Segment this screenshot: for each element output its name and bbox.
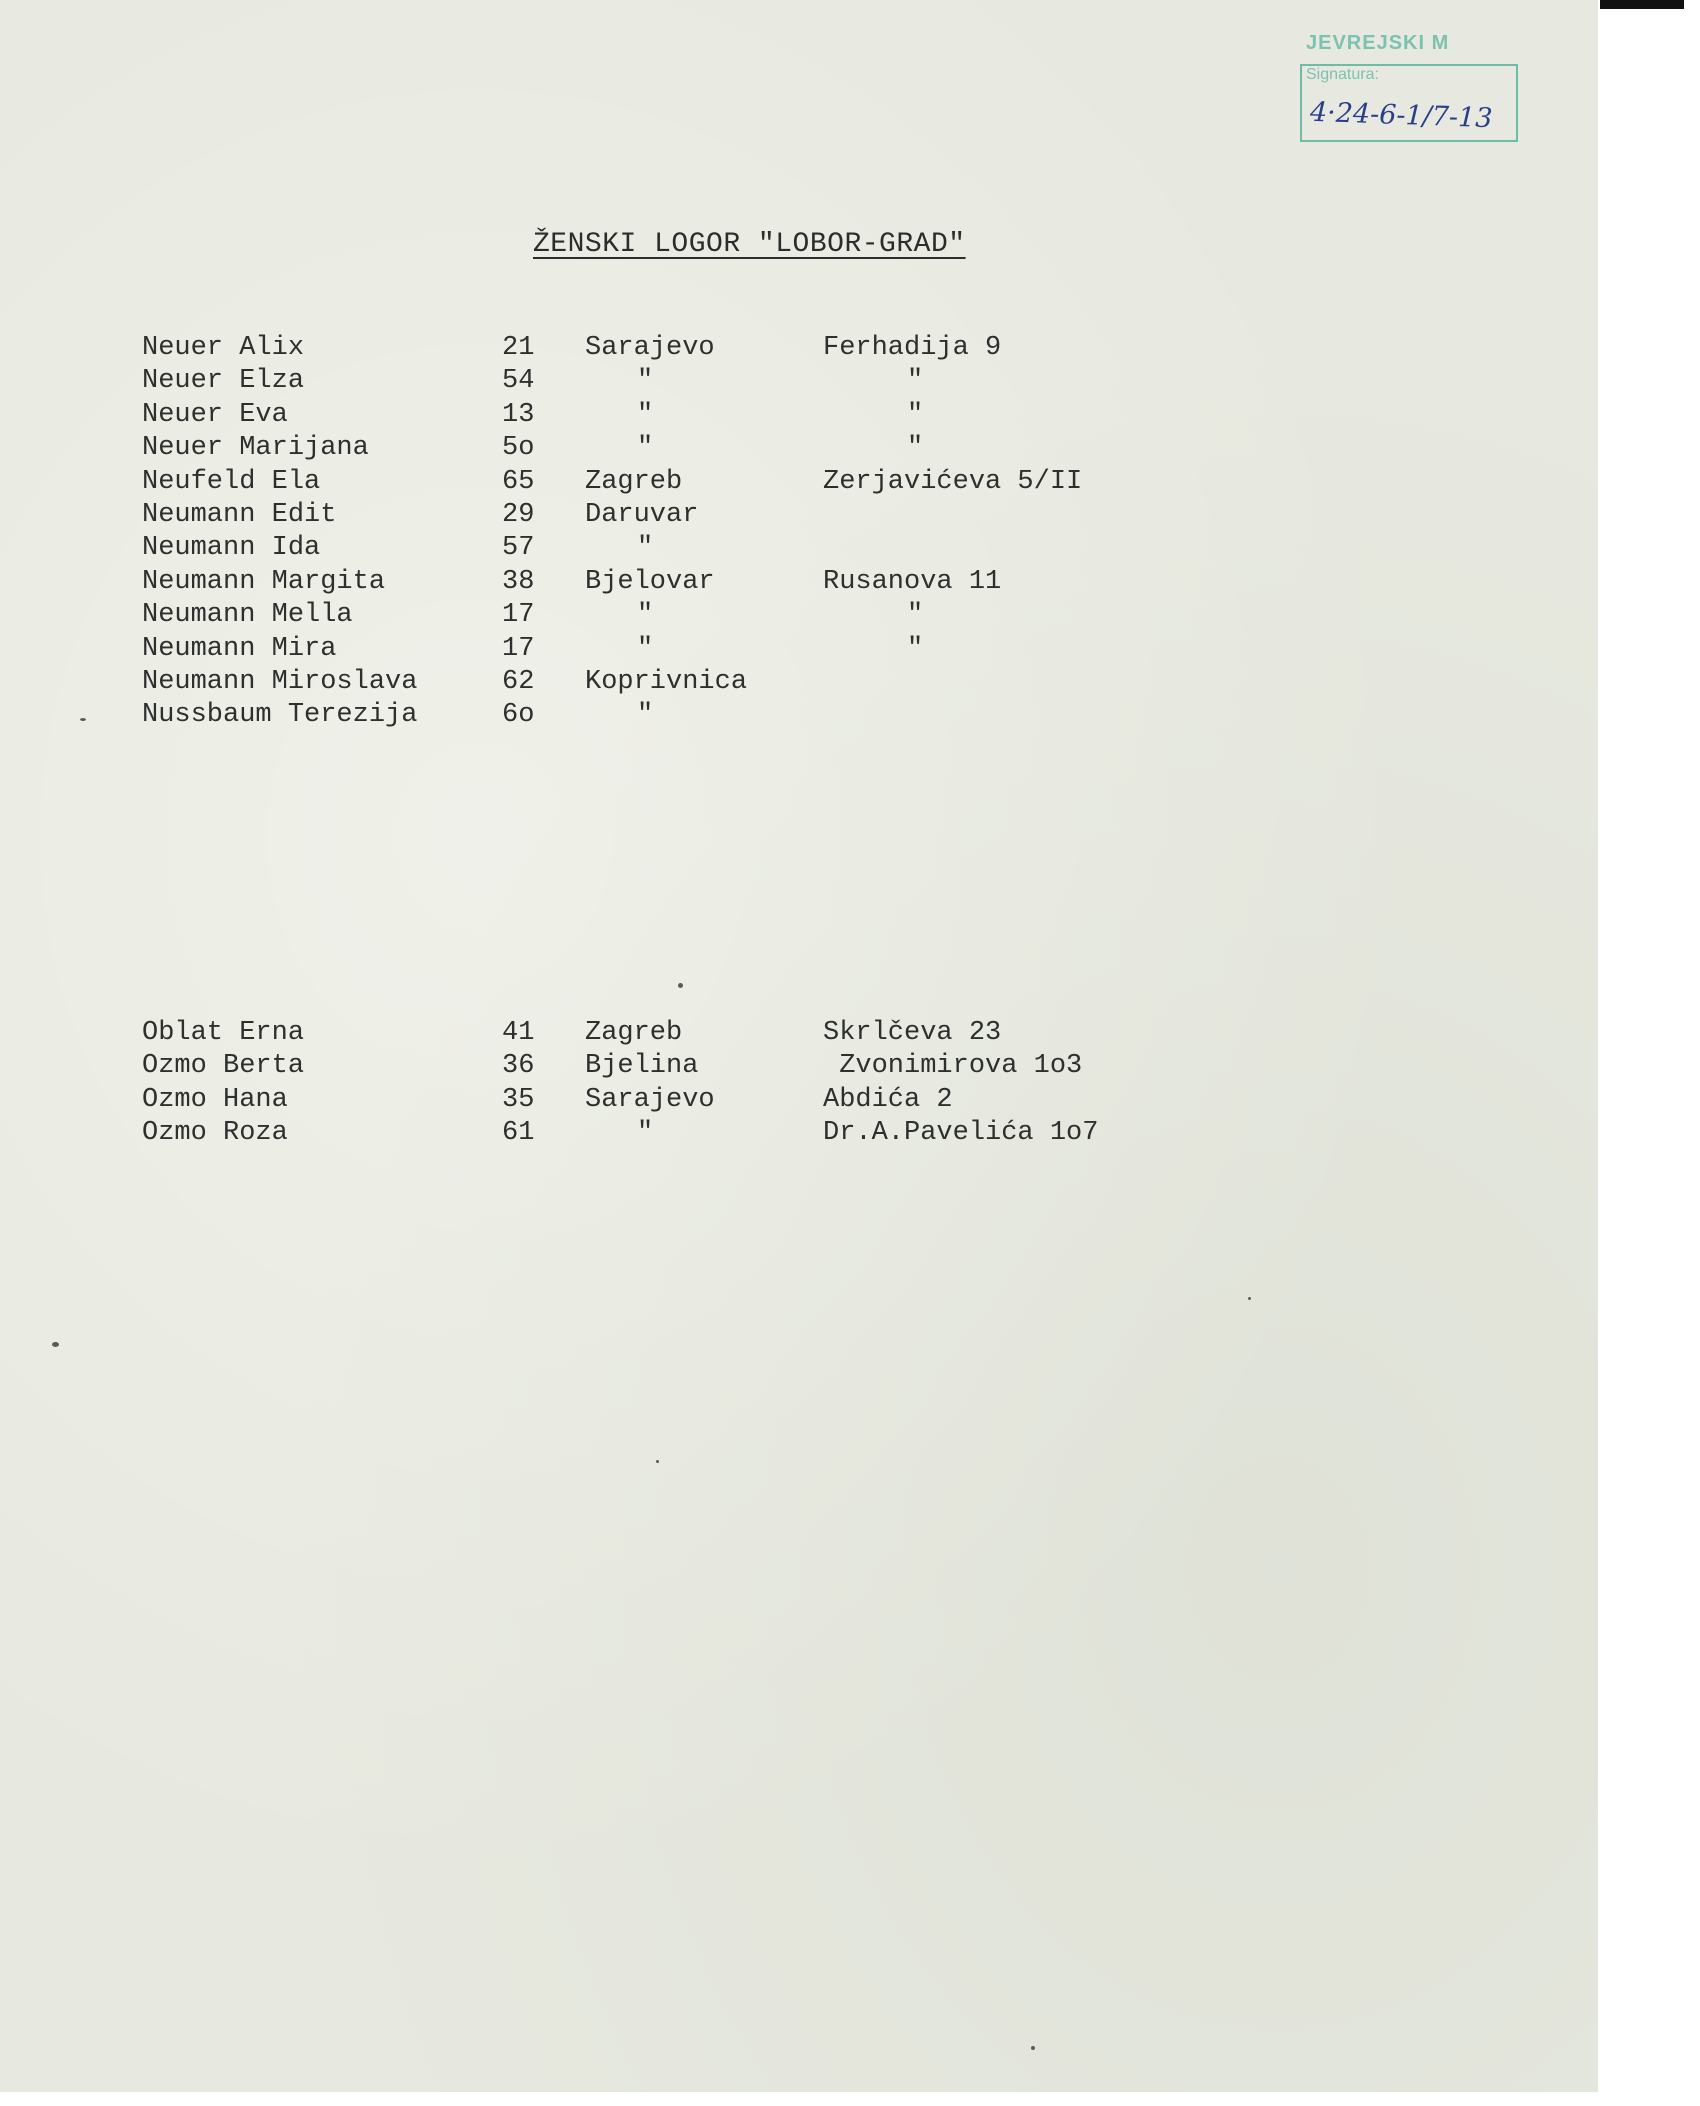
list-row (0, 532, 1598, 565)
person-name: Neumann Ida (142, 533, 321, 564)
list-row (0, 699, 1598, 732)
person-city: Zagreb (585, 1018, 683, 1048)
list-row (0, 1017, 1598, 1050)
person-city: Koprivnica (585, 667, 748, 697)
list-row (0, 566, 1598, 599)
list-row (0, 332, 1598, 365)
person-city: Daruvar (585, 500, 699, 530)
ditto-mark: " (637, 366, 654, 397)
list-row (0, 1117, 1598, 1150)
document-title: ŽENSKI LOGOR "LOBOR-GRAD" (533, 229, 966, 260)
person-name: Neumann Edit (142, 500, 337, 530)
person-age: 65 (502, 466, 535, 497)
person-age: 17 (502, 633, 535, 664)
list-row (0, 1050, 1598, 1083)
archive-stamp (1298, 28, 1522, 148)
person-age: 5o (502, 433, 535, 464)
person-address: Rusanova 11 (823, 566, 1002, 597)
list-row (0, 499, 1598, 532)
ditto-mark: " (637, 633, 654, 664)
ditto-mark: " (637, 399, 654, 430)
person-age: 36 (502, 1051, 535, 1082)
ditto-mark: " (907, 600, 924, 631)
person-city: Bjelina (585, 1051, 699, 1082)
list-row (0, 633, 1598, 666)
person-age: 35 (502, 1084, 535, 1115)
ditto-mark: " (637, 600, 654, 631)
person-city: Bjelovar (585, 566, 715, 597)
list-row (0, 432, 1598, 465)
list-row (0, 1084, 1598, 1117)
person-name: Ozmo Hana (142, 1084, 288, 1115)
stamp-signature-label: Signatura: (1306, 66, 1379, 83)
person-city: Sarajevo (585, 1084, 715, 1115)
paper-speck (1031, 2046, 1035, 2050)
stamp-museum-name: JEVREJSKI M (1306, 32, 1450, 54)
ditto-mark: " (637, 700, 654, 731)
person-name: Neumann Mella (142, 600, 353, 631)
list-row (0, 666, 1598, 699)
person-address: Ferhadija 9 (823, 333, 1002, 363)
person-name: Neumann Margita (142, 566, 386, 597)
ditto-mark: " (907, 399, 924, 430)
person-address: Zvonimirova 1o3 (823, 1051, 1083, 1082)
person-age: 29 (502, 500, 535, 530)
list-row (0, 399, 1598, 432)
person-age: 38 (502, 566, 535, 597)
person-age: 41 (502, 1018, 535, 1048)
person-age: 17 (502, 600, 535, 631)
paper-speck (52, 1342, 59, 1347)
paper-speck (80, 718, 86, 721)
person-name: Neufeld Ela (142, 466, 321, 497)
stamp-signature-value: 4·24-6-1/7-13 (1309, 96, 1493, 135)
person-address: Zerjavićeva 5/II (823, 466, 1083, 497)
person-name: Ozmo Berta (142, 1051, 305, 1082)
list-row (0, 365, 1598, 398)
ditto-mark: " (637, 1118, 654, 1149)
person-name: Neuer Alix (142, 333, 305, 363)
ditto-mark: " (907, 433, 924, 464)
person-city: Sarajevo (585, 333, 715, 363)
list-row (0, 599, 1598, 632)
person-age: 62 (502, 667, 535, 697)
person-age: 57 (502, 533, 535, 564)
person-name: Neuer Elza (142, 366, 305, 397)
person-address: Skrlčeva 23 (823, 1018, 1002, 1048)
list-row (0, 466, 1598, 499)
ditto-mark: " (637, 433, 654, 464)
person-name: Neumann Mira (142, 633, 337, 664)
person-name: Ozmo Roza (142, 1118, 288, 1149)
paper-speck (1248, 1297, 1251, 1300)
person-name: Neumann Miroslava (142, 667, 418, 697)
person-name: Oblat Erna (142, 1018, 305, 1048)
stamp-signature-box (1300, 64, 1518, 142)
person-age: 6o (502, 700, 535, 731)
person-name: Neuer Marijana (142, 433, 369, 464)
paper-speck (656, 1460, 659, 1463)
person-age: 13 (502, 399, 535, 430)
scan-corner-mark (1600, 0, 1684, 9)
ditto-mark: " (907, 633, 924, 664)
ditto-mark: " (907, 366, 924, 397)
person-age: 54 (502, 366, 535, 397)
scan-margin (1598, 0, 1700, 2106)
person-city: Zagreb (585, 466, 683, 497)
person-address: Abdića 2 (823, 1084, 953, 1115)
paper-speck (678, 983, 683, 988)
person-name: Nussbaum Terezija (142, 700, 418, 731)
ditto-mark: " (637, 533, 654, 564)
person-address: Dr.A.Pavelića 1o7 (823, 1118, 1099, 1149)
person-age: 61 (502, 1118, 535, 1149)
person-age: 21 (502, 333, 535, 363)
person-name: Neuer Eva (142, 399, 288, 430)
